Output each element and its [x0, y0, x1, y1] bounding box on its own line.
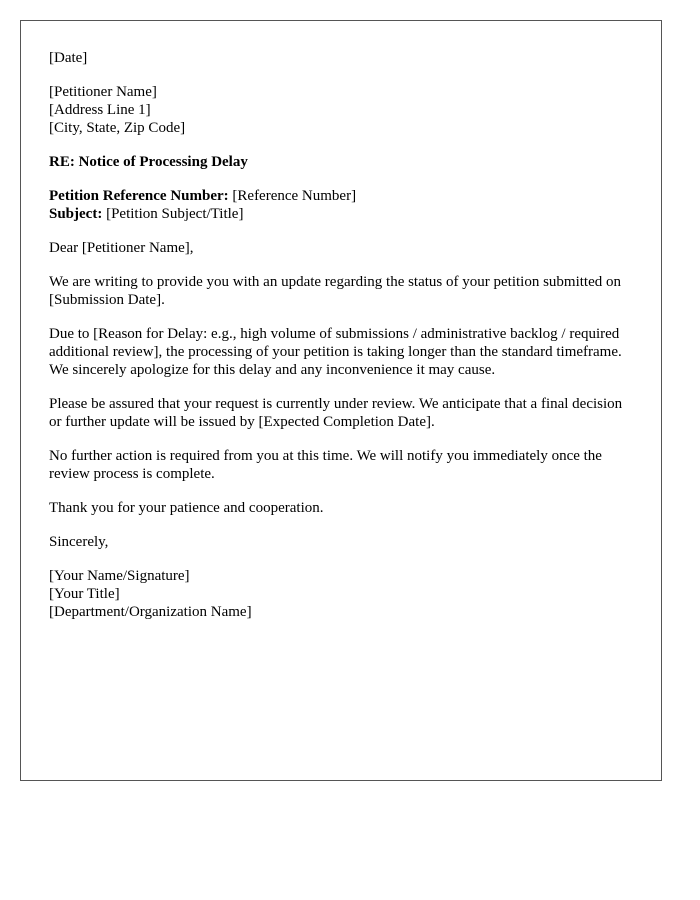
recipient-address: [49, 83, 633, 137]
recipient-name: [Petitioner Name]: [49, 84, 157, 100]
signature-block: [49, 567, 633, 621]
letter: [20, 20, 662, 781]
recipient-city-state-zip: [City, State, Zip Code]: [49, 120, 186, 136]
reference-value: [Reference Number]: [228, 188, 357, 204]
closing: Sincerely,: [49, 534, 109, 550]
signer-name: [Your Name/Signature]: [49, 568, 190, 584]
reference-block: [49, 187, 633, 223]
signer-title: [Your Title]: [49, 586, 120, 602]
re-line-text: RE: Notice of Processing Delay: [49, 154, 248, 170]
recipient-address-line: [Address Line 1]: [49, 102, 151, 118]
reference-label: Petition Reference Number:: [49, 188, 229, 204]
body-paragraph: Due to [Reason for Delay: e.g., high volume of submissions / administrative backlog / required additional review], the processing of your petition is taking longer than the standard timeframe. We sincerely apologize for this delay and any inconvenience it may cause.: [49, 326, 622, 378]
signer-organization: [Department/Organization Name]: [49, 604, 252, 620]
body-paragraph: Please be assured that your request is currently under review. We anticipate that a final decision or further update will be issued by [Expected Completion Date].: [49, 396, 623, 430]
subject: [49, 205, 633, 223]
body-paragraph: No further action is required from you at this time. We will notify you immediately once the review process is complete.: [49, 448, 602, 482]
body-paragraph: Thank you for your patience and cooperation.: [49, 500, 324, 516]
subject-value: [Petition Subject/Title]: [102, 206, 244, 222]
re-line: [49, 153, 633, 171]
reference-number: [49, 187, 633, 205]
date: [Date]: [49, 50, 88, 66]
salutation: Dear [Petitioner Name],: [49, 240, 194, 256]
body-paragraph: We are writing to provide you with an update regarding the status of your petition submitted on [Submission Date].: [49, 274, 621, 308]
subject-label: Subject:: [49, 206, 103, 222]
